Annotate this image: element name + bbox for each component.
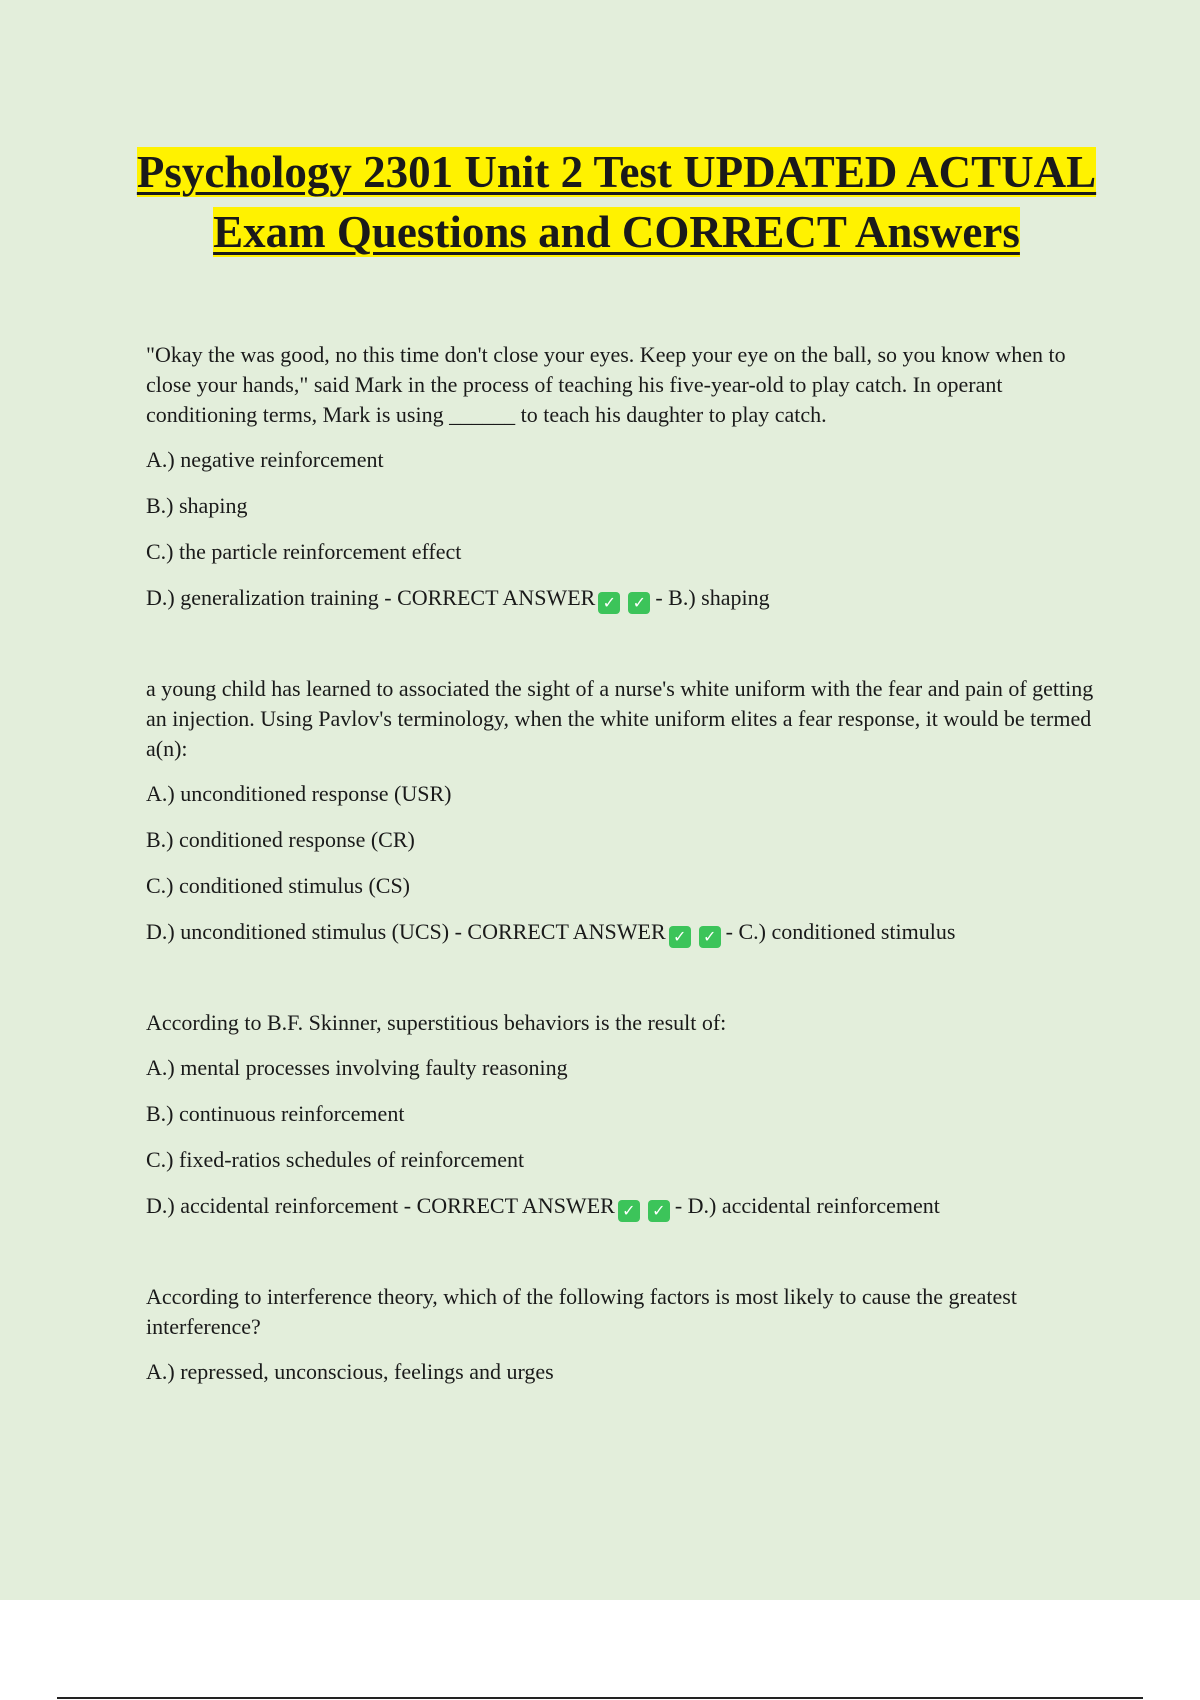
check-mark-icon: ✓: [648, 1200, 670, 1222]
check-mark-icon: ✓: [699, 926, 721, 948]
document-title-text: Psychology 2301 Unit 2 Test UPDATED ACTUAL Exam Questions and CORRECT Answers: [136, 147, 1097, 257]
check-mark-icon: ✓: [669, 926, 691, 948]
question-item: [146, 674, 1096, 948]
answer-option-with-key: [146, 583, 1096, 614]
answer-option: B.) shaping: [146, 493, 248, 518]
answer-option: A.) unconditioned response (USR): [146, 781, 452, 806]
correct-answer-text: - B.) shaping: [655, 585, 770, 610]
question-text: "Okay the was good, no this time don't close your eyes. Keep your eye on the ball, so you know when to close your hands," said Mark in the process of teaching his five-year-old to play catch. In operant conditioning terms, Mark is using ______ to teach his daughter to play catch.: [146, 342, 1066, 427]
page-footer-rule: [57, 1697, 1143, 1699]
check-mark-icon: ✓: [628, 592, 650, 614]
answer-option: B.) conditioned response (CR): [146, 827, 415, 852]
answer-option: C.) fixed-ratios schedules of reinforcement: [146, 1147, 525, 1172]
answer-option-with-key: [146, 917, 1096, 948]
question-text: According to interference theory, which of the following factors is most likely to cause the greatest interference?: [146, 1284, 1017, 1339]
answer-option: C.) the particle reinforcement effect: [146, 539, 462, 564]
question-item: [146, 340, 1096, 614]
question-item: [146, 1282, 1096, 1387]
question-text: According to B.F. Skinner, superstitious behaviors is the result of:: [146, 1010, 727, 1035]
answer-option-text: D.) accidental reinforcement - CORRECT ANSWER: [146, 1193, 615, 1218]
correct-answer-text: - C.) conditioned stimulus: [725, 919, 956, 944]
check-mark-icon: ✓: [598, 592, 620, 614]
question-item: [146, 1008, 1096, 1222]
answer-option-text: D.) unconditioned stimulus (UCS) - CORRECT ANSWER: [146, 919, 666, 944]
answer-option: C.) conditioned stimulus (CS): [146, 873, 410, 898]
document-title: [130, 142, 1103, 262]
answer-option-text: D.) generalization training - CORRECT ANSWER: [146, 585, 596, 610]
check-mark-icon: ✓: [618, 1200, 640, 1222]
question-list: [146, 340, 1096, 1447]
answer-option-with-key: [146, 1191, 1096, 1222]
answer-option: A.) mental processes involving faulty reasoning: [146, 1055, 568, 1080]
answer-option: A.) negative reinforcement: [146, 447, 384, 472]
answer-option: A.) repressed, unconscious, feelings and urges: [146, 1359, 554, 1384]
question-text: a young child has learned to associated the sight of a nurse's white uniform with the fear and pain of getting an injection. Using Pavlov's terminology, when the white uniform elites a fear response, it would be termed a(n):: [146, 676, 1094, 761]
answer-option: B.) continuous reinforcement: [146, 1101, 405, 1126]
correct-answer-text: - D.) accidental reinforcement: [674, 1193, 940, 1218]
